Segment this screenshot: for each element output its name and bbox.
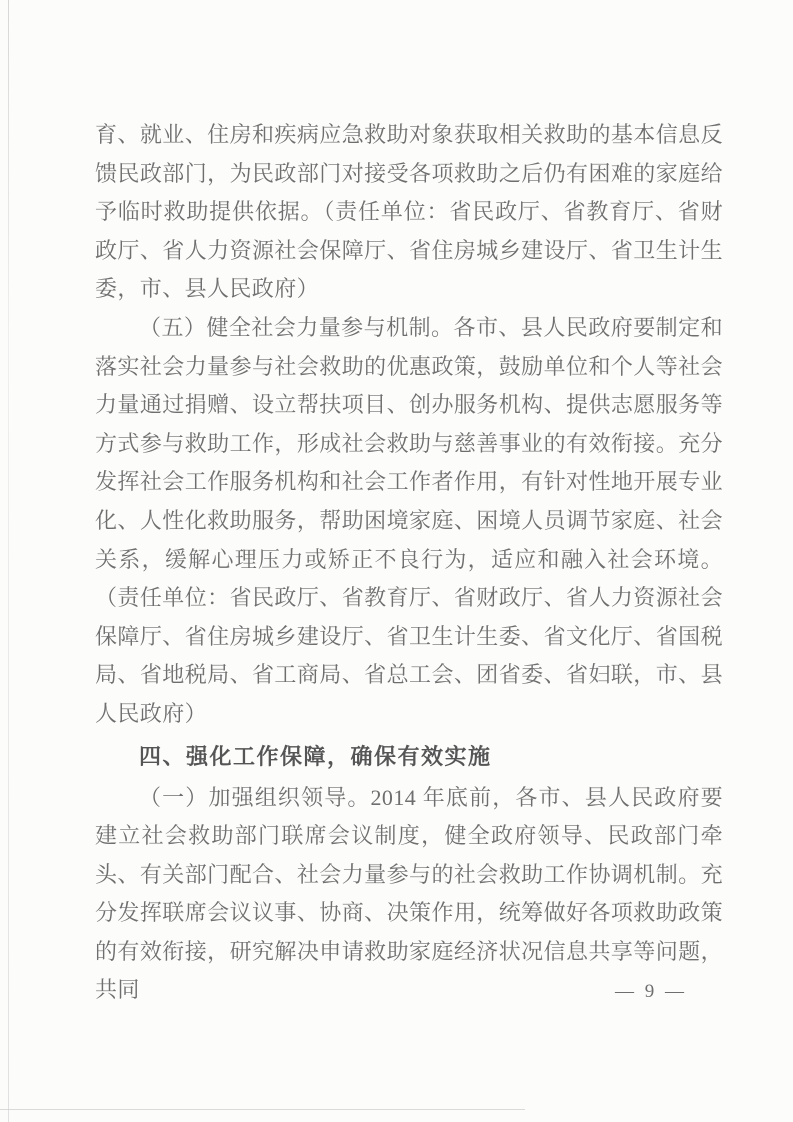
scan-artifact-bottom-edge bbox=[0, 1109, 525, 1110]
scan-artifact-left-edge bbox=[8, 0, 9, 1122]
paragraph-continued-from-previous-page: 育、就业、住房和疾病应急救助对象获取相关救助的基本信息反馈民政部门，为民政部门对接受各项救助之后仍有困难的家庭给予临时救助提供依据。（责任单位：省民政厅、省教育厅、省财政厅、省人力资源社会保障厅、省住房城乡建设厅、省卫生计生委，市、县人民政府） bbox=[95, 122, 723, 302]
document-body bbox=[95, 116, 723, 1010]
page-number: — 9 — bbox=[615, 981, 687, 1002]
paragraph-item-one: （一）加强组织领导。2014 年底前，各市、县人民政府要建立社会救助部门联席会议制度，健全政府领导、民政部门牵头、有关部门配合、社会力量参与的社会救助工作协调机制。充分发挥联席会议议事、协商、决策作用，统筹做好各项救助政策的有效衔接，研究解决申请救助家庭经济状况信息共享等问题，共同 bbox=[95, 784, 723, 1003]
paragraph-item-five: （五）健全社会力量参与机制。各市、县人民政府要制定和落实社会力量参与社会救助的优惠政策，鼓励单位和个人等社会力量通过捐赠、设立帮扶项目、创办服务机构、提供志愿服务等方式参与救助工作，形成社会救助与慈善事业的有效衔接。充分发挥社会工作服务机构和社会工作者作用，有针对性地开展专业化、人性化救助服务，帮助困境家庭、困境人员调节家庭、社会关系，缓解心理压力或矫正不良行为，适应和融入社会环境。（责任单位：省民政厅、省教育厅、省财政厅、省人力资源社会保障厅、省住房城乡建设厅、省卫生计生委、省文化厅、省国税局、省地税局、省工商局、省总工会、团省委、省妇联，市、县人民政府） bbox=[95, 314, 723, 726]
section-heading-four: 四、强化工作保障，确保有效实施 bbox=[139, 743, 492, 769]
